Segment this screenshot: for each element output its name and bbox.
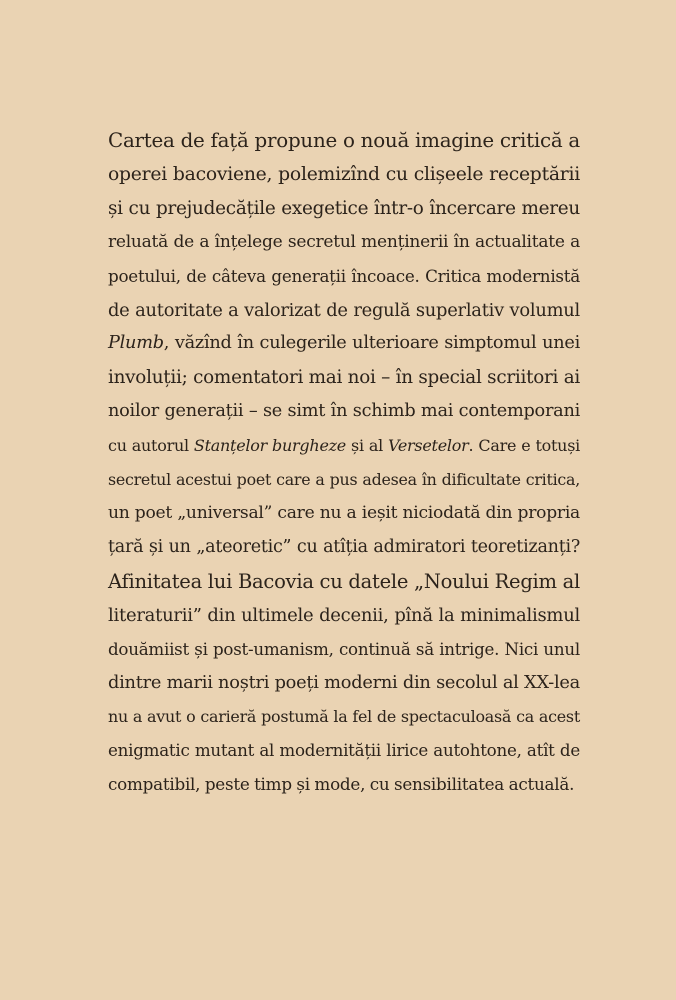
blurb-line: nu a avut o carieră postumă la fel de spectaculoasă ca acest bbox=[108, 707, 580, 727]
blurb-line: reluată de a înțelege secretul menținerii în actualitate a bbox=[108, 231, 580, 252]
blurb-line: Plumb, văzînd în culegerile ulterioare simptomul unei bbox=[108, 333, 580, 354]
blurb-line: cu autorul Stanțelor burgheze și al Versetelor. Care e totuși bbox=[108, 436, 580, 456]
blurb-line: involuții; comentatori mai noi – în special scriitori ai bbox=[108, 367, 580, 389]
blurb-line: operei bacoviene, polemizînd cu clișeele receptării bbox=[108, 163, 580, 185]
blurb-line: de autoritate a valorizat de regulă superlativ volumul bbox=[108, 299, 580, 321]
blurb-line: compatibil, peste timp și mode, cu sensibilitatea actuală. bbox=[108, 774, 575, 795]
blurb-line: dintre marii noștri poeți moderni din secolul al XX-lea bbox=[108, 672, 580, 693]
blurb-line: douămiist și post-umanism, continuă să intrige. Nici unul bbox=[108, 639, 580, 659]
blurb-line: Cartea de față propune o nouă imagine critică a bbox=[108, 129, 580, 152]
blurb-line: țară și un „ateoretic” cu atîția admiratori teoretizanți? bbox=[108, 536, 580, 557]
blurb-line: și cu prejudecățile exegetice într-o încercare mereu bbox=[108, 197, 580, 219]
blurb-line: secretul acestui poet care a pus adesea în dificultate critica, bbox=[108, 470, 580, 490]
book-title-stantele: Stanțelor burgheze bbox=[193, 436, 347, 456]
blurb-line: noilor generații – se simt în schimb mai contemporani bbox=[108, 401, 580, 422]
blurb-line: enigmatic mutant al modernității lirice autohtone, atît de bbox=[108, 741, 580, 761]
blurb-line: Afinitatea lui Bacovia cu datele „Noului Regim al bbox=[108, 569, 580, 593]
blurb-line: un poet „universal” care nu a ieșit niciodată din propria bbox=[108, 502, 580, 523]
blurb-line: literaturii” din ultimele decenii, pînă la minimalismul bbox=[108, 604, 580, 626]
book-blurb bbox=[108, 124, 580, 802]
blurb-line: poetului, de câteva generații încoace. Critica modernistă bbox=[108, 265, 580, 286]
book-title-plumb: Plumb bbox=[108, 333, 164, 354]
book-title-versetele: Versetelor bbox=[388, 436, 469, 456]
